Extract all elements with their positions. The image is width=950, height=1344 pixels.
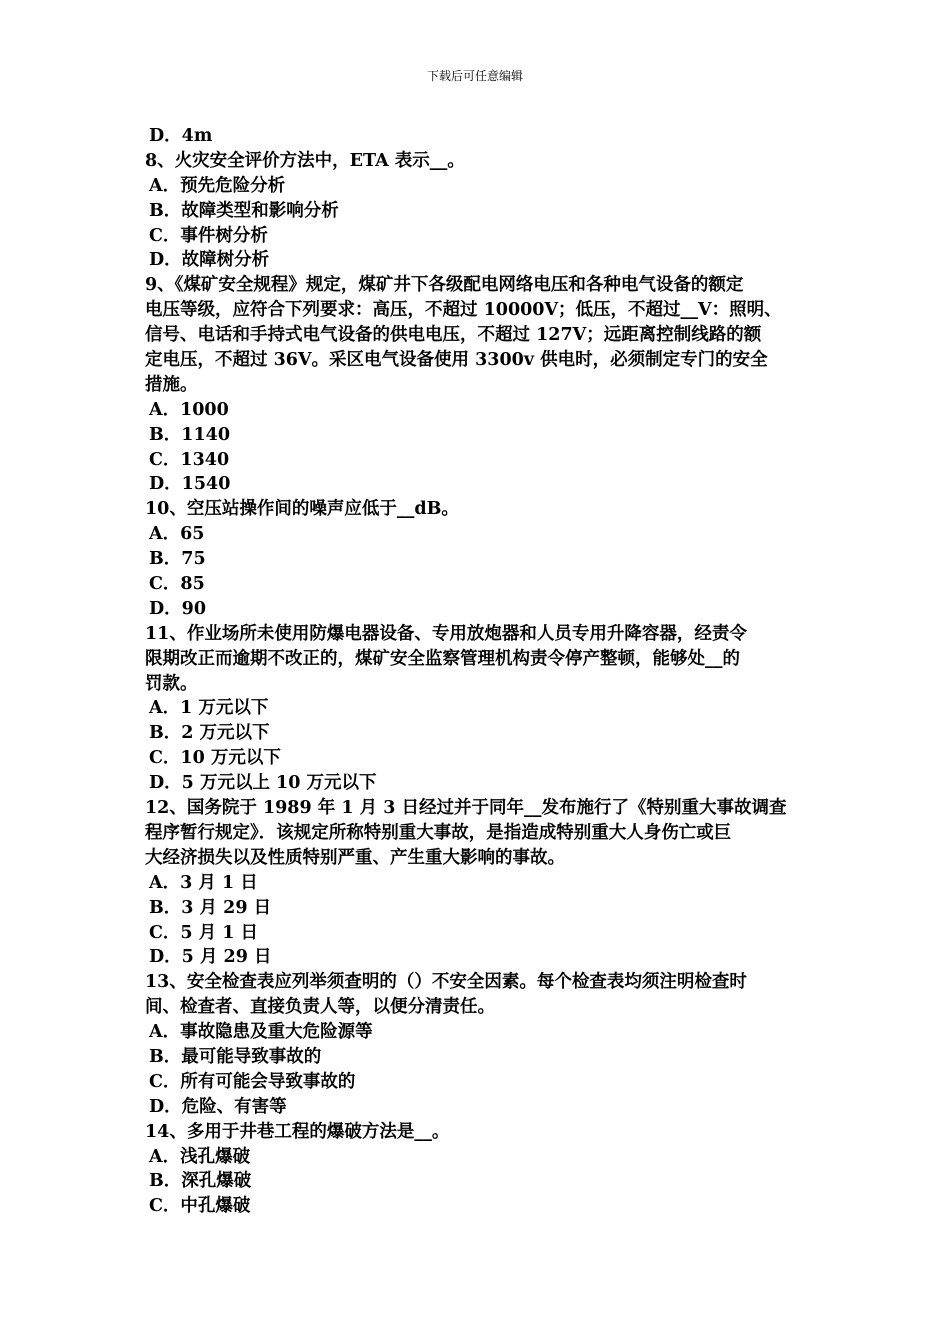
- question-8-option-a: A．预先危险分析: [149, 175, 286, 196]
- option-prev-d: D．4m: [149, 126, 213, 146]
- question-12-text-line-3: 大经济损失以及性质特别严重、产生重大影响的事故。: [145, 847, 565, 868]
- question-11: [145, 622, 813, 796]
- question-10-option-a: A．65: [149, 524, 205, 545]
- question-8: [145, 149, 813, 273]
- question-9-option-c: C．1340: [149, 449, 230, 470]
- question-9-text-line-4: 定电压，不超过 36V。采区电气设备使用 3300v 供电时，必须制定专门的安全: [145, 350, 768, 371]
- question-12-text-line-2: 程序暂行规定》．该规定所称特别重大事故，是指造成特别重大人身伤亡或巨: [145, 822, 732, 843]
- question-10: [145, 497, 813, 621]
- question-12-option-d: D．5 月 29 日: [149, 947, 272, 968]
- question-12: [145, 796, 813, 970]
- question-13: [145, 970, 813, 1119]
- question-10-option-d: D．90: [149, 598, 207, 619]
- question-9: [145, 273, 813, 497]
- question-9-text-line-2: 电压等级，应符合下列要求：高压，不超过 10000V；低压，不超过__V：照明、: [145, 300, 782, 321]
- question-8-option-d: D．故障树分析: [149, 250, 270, 271]
- question-8-text: 8、火灾安全评价方法中，ETA 表示__。: [145, 150, 465, 171]
- question-8-option-b: B．故障类型和影响分析: [149, 200, 339, 221]
- question-14-text: 14、多用于井巷工程的爆破方法是__。: [145, 1121, 450, 1142]
- question-12-option-b: B．3 月 29 日: [149, 897, 272, 918]
- page-header: 下载后可任意编辑: [426, 69, 523, 83]
- question-11-option-c: C．10 万元以下: [149, 748, 281, 769]
- question-9-text-line-3: 信号、电话和手持式电气设备的供电电压，不超过 127V；远距离控制线路的额: [145, 325, 762, 346]
- question-13-option-b: B．最可能导致事故的: [149, 1046, 322, 1067]
- question-14-option-b: B．深孔爆破: [149, 1171, 252, 1192]
- question-9-text-line-5: 措施。: [145, 374, 198, 395]
- question-9-text-line-1: 9、《煤矿安全规程》规定，煤矿井下各级配电网络电压和各种电气设备的额定: [145, 275, 744, 296]
- question-11-text-line-1: 11、作业场所未使用防爆电器设备、专用放炮器和人员专用升降容器，经责令: [145, 623, 747, 644]
- question-11-option-a: A．1 万元以下: [149, 698, 269, 719]
- question-12-text-line-1: 12、国务院于 1989 年 1 月 3 日经过并于同年__发布施行了《特别重大事故调查: [145, 798, 787, 819]
- question-11-option-b: B．2 万元以下: [149, 723, 270, 744]
- question-11-text-line-2: 限期改正而逾期不改正的，煤矿安全监察管理机构责令停产整顿，能够处__的: [145, 648, 740, 669]
- question-9-option-d: D．1540: [149, 474, 231, 495]
- document-body: [145, 124, 813, 1219]
- question-13-text-line-1: 13、安全检查表应列举须查明的（）不安全因素。每个检查表均须注明检查时: [145, 972, 747, 993]
- question-10-option-b: B．75: [149, 549, 206, 570]
- question-14-option-a: A．浅孔爆破: [149, 1146, 251, 1167]
- question-13-option-c: C．所有可能会导致事故的: [149, 1071, 356, 1092]
- question-12-option-c: C．5 月 1 日: [149, 922, 259, 943]
- question-10-text: 10、空压站操作间的噪声应低于__dB。: [145, 499, 459, 520]
- question-14: [145, 1120, 813, 1220]
- question-12-option-a: A．3 月 1 日: [149, 872, 258, 893]
- question-9-option-b: B．1140: [149, 424, 230, 445]
- question-8-option-c: C．事件树分析: [149, 225, 268, 246]
- question-13-option-d: D．危险、有害等: [149, 1096, 287, 1117]
- question-11-text-line-3: 罚款。: [145, 673, 198, 694]
- question-10-option-c: C．85: [149, 574, 205, 595]
- question-13-text-line-2: 间、检查者、直接负责人等，以便分清责任。: [145, 997, 495, 1018]
- question-9-option-a: A．1000: [149, 399, 229, 420]
- question-13-option-a: A．事故隐患及重大危险源等: [149, 1022, 373, 1043]
- question-14-option-c: C．中孔爆破: [149, 1196, 251, 1217]
- question-11-option-d: D．5 万元以上 10 万元以下: [149, 773, 377, 794]
